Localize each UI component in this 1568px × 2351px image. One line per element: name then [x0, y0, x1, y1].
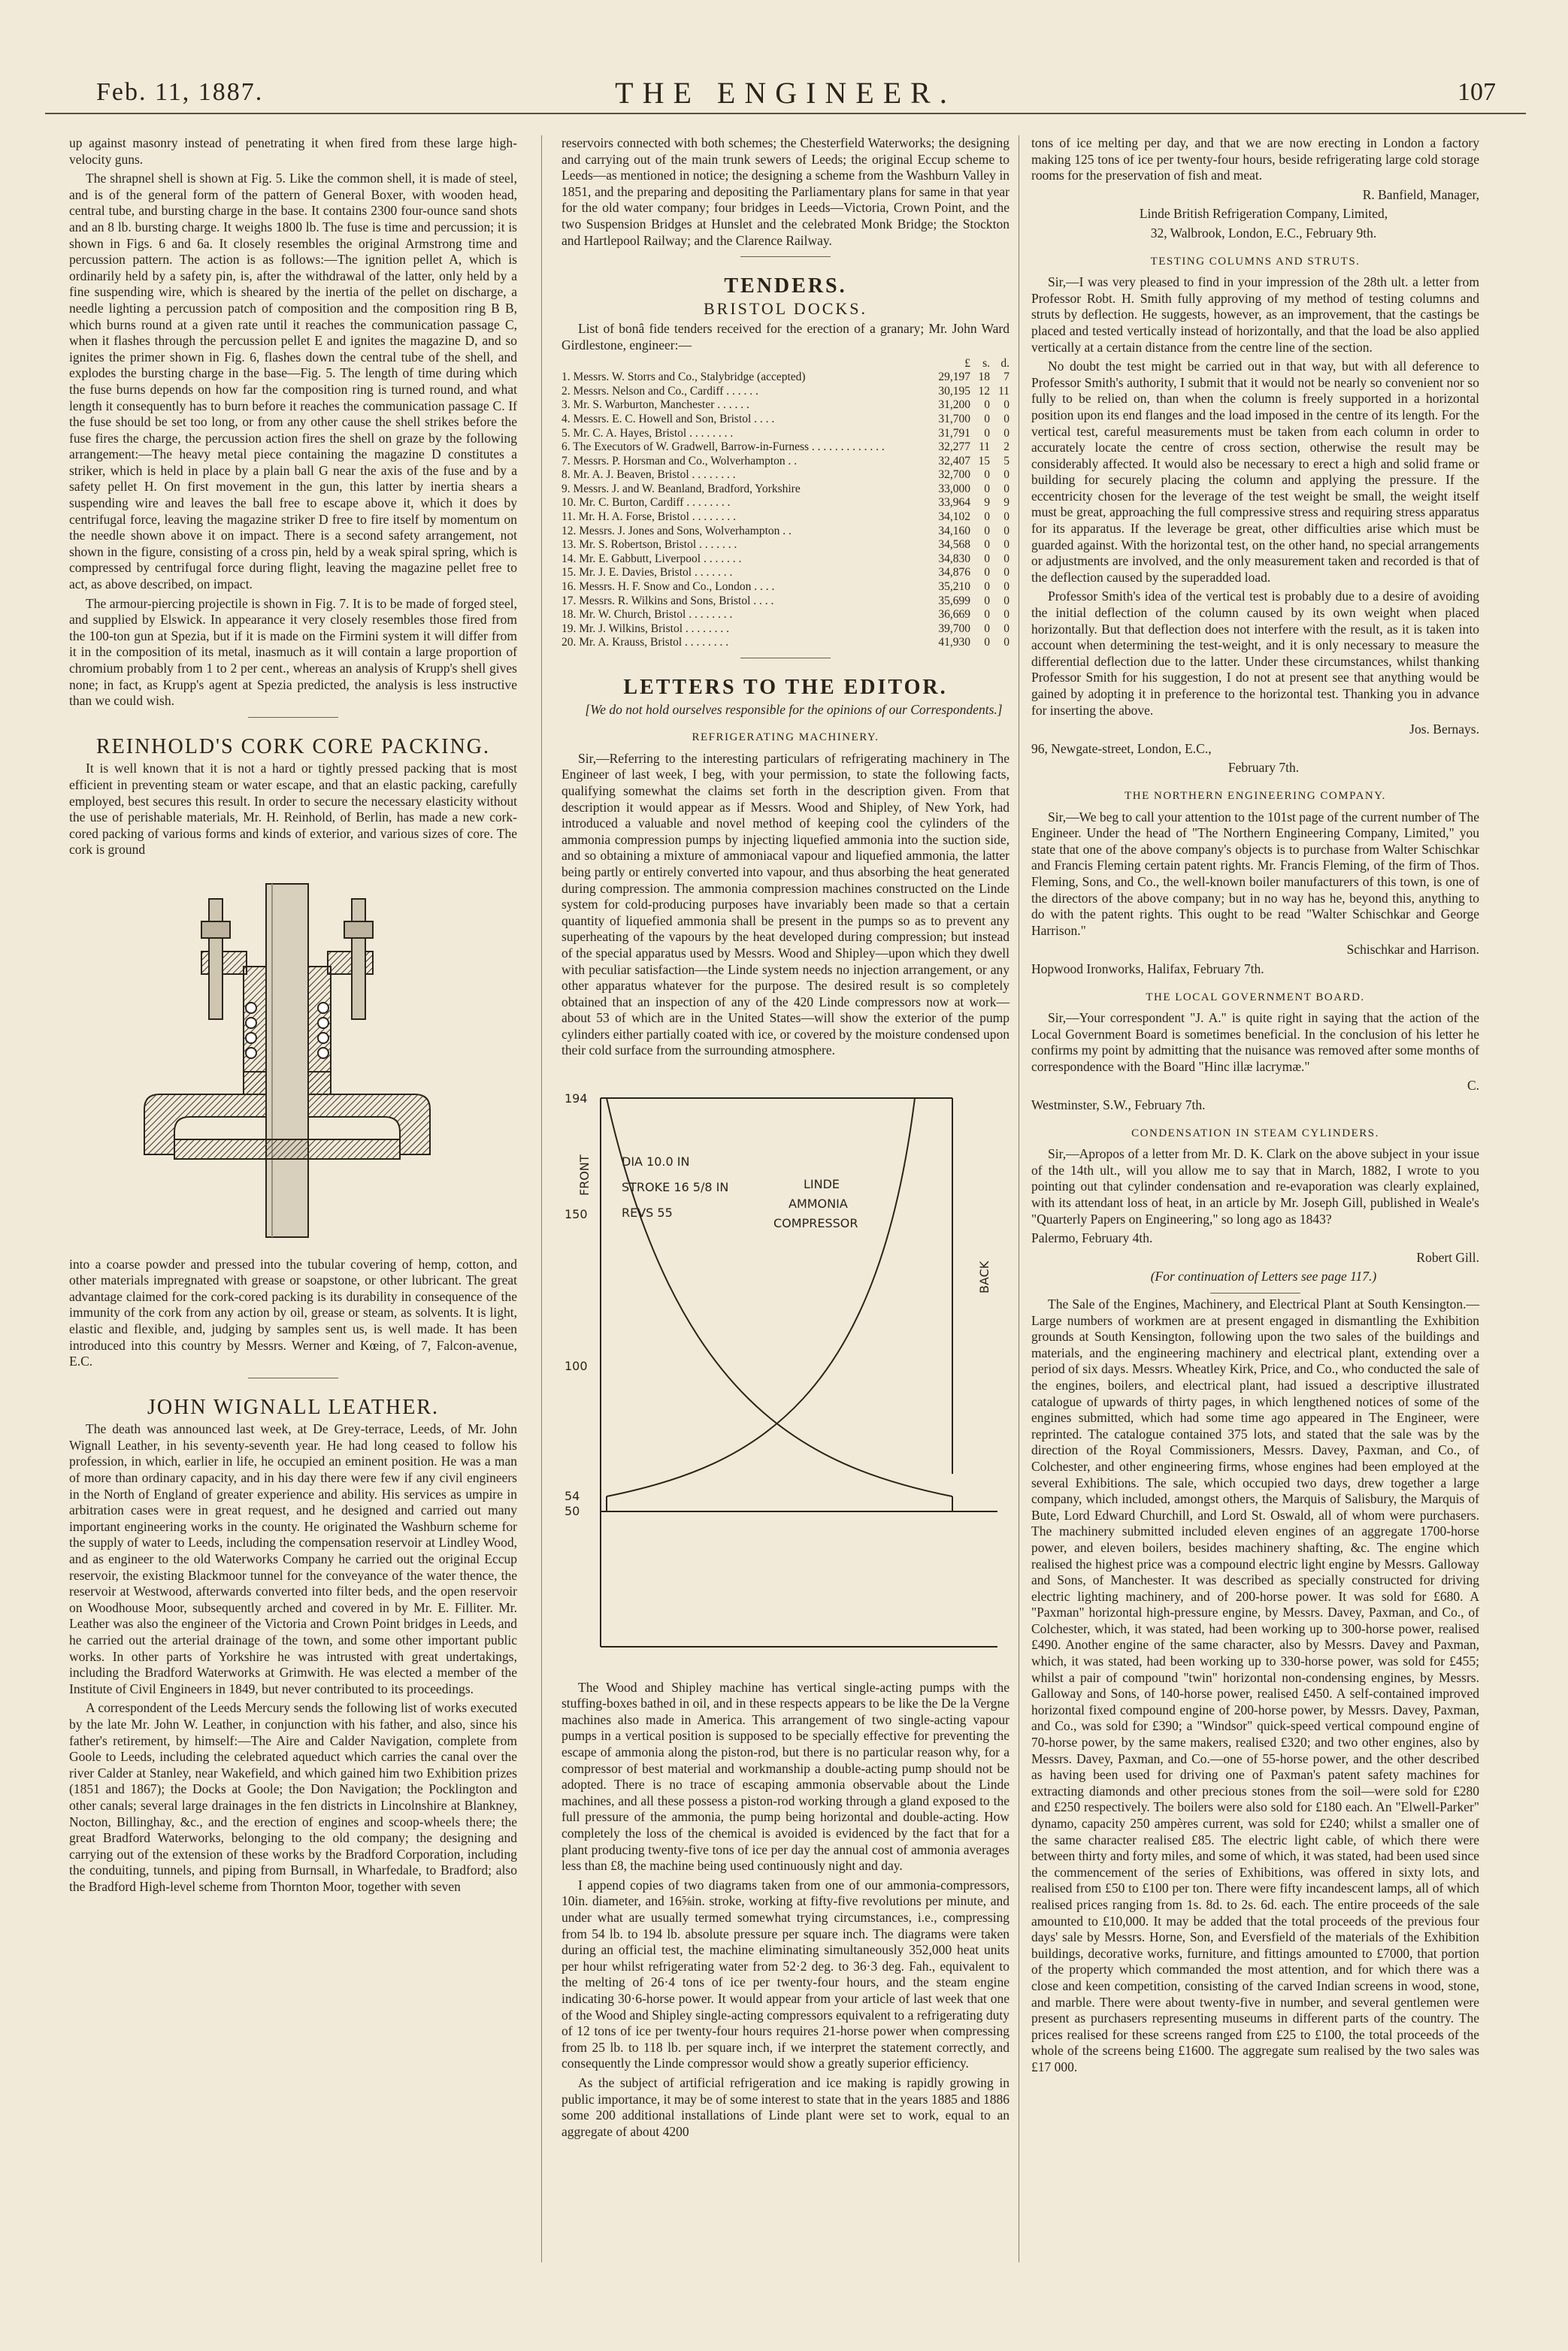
table-row [562, 468, 1010, 483]
amount-cell: 0 [984, 566, 990, 579]
paragraph: Professor Smith's idea of the vertical test is probably due to a desire of avoiding the initial deflection of the column caused by its own weight when placed horizontally. But that deflection does not interfere with the result, as it is taken into account when determining the test-weight, and it is only necessary to measure the differential deflection due to the latter. Under these circumstances, whilst thanking Professor Smith for his suggestion, I do not at present see that anything would be gained by adopting it in preference to the horizontal test. Thanking you in advance for inserting the above. [1031, 589, 1479, 718]
tenderer-name: 14. Mr. E. Gabbutt, Liverpool . . . . . . . [562, 552, 742, 565]
amount-cell: 32,700 [938, 468, 970, 482]
table-row [562, 385, 1010, 399]
signature: R. Banfield, Manager, [1362, 186, 1479, 202]
tenderer-name: 9. Messrs. J. and W. Beanland, Bradford, Yorkshire [562, 482, 801, 495]
table-row [562, 538, 1010, 552]
letter-heading: CONDENSATION IN STEAM CYLINDERS. [1131, 1127, 1379, 1139]
table-row [562, 496, 1010, 510]
paragraph: The death was announced last week, at De Grey-terrace, Leeds, of Mr. John Wignall Leather, in his seventy-seventh year. He had long ceased to follow his profession, in which, earlier in life, he occupied an eminent position. He was a man of more than ordinary capacity, and in his day there were few if any civil engineers in the North of England of greater experience and ability. His services as umpire in arbitration cases were in great request, and he designed and carried out many important engineering works in the county. He originated the Washburn scheme for the supply of water to Leeds, including the compensation reservoir at Lindley Wood, and as engineer to the old Waterworks Company he carried out the original Eccup reservoir, the existing Blackmoor tunnel for the conveyance of the water thence, the reservoir at Westwood, afterwards converted into filter beds, and the open reservoir on Woodhouse Moor, subsequently arched and covered in by Mr. E. Filliter. Mr. Leather was also the engineer of the Victoria and Crown Point bridges in Leeds, and he carried out the arterial drainage of the town, and some other important public works. In other parts of Yorkshire he was intrusted with great undertakings, including the Bradford Waterworks at Grimwith. He was elected a member of the Institute of Civil Engineers in 1849, but never contributed to its proceedings. [69, 1421, 517, 1696]
paragraph: List of bonâ fide tenders received for the erection of a granary; Mr. John Ward Girdlestone, engineer:— [562, 321, 1010, 352]
diameter-label: DIA 10.0 IN [622, 1154, 690, 1169]
amount-cell: 31,700 [938, 412, 970, 425]
tenderer-name: 18. Mr. W. Church, Bristol . . . . . . . . [562, 608, 733, 622]
tenderer-name: 10. Mr. C. Burton, Cardiff . . . . . . . . [562, 496, 731, 510]
table-row [562, 566, 1010, 580]
table-row [562, 622, 1010, 637]
letter-heading: THE LOCAL GOVERNMENT BOARD. [1146, 991, 1365, 1003]
amount-cell: 0 [1003, 398, 1010, 412]
page-number: 107 [1458, 78, 1496, 106]
letter-heading: REFRIGERATING MACHINERY. [692, 731, 879, 744]
y-tick-label: 194 [565, 1091, 588, 1106]
table-row [562, 525, 1010, 539]
signature-line: Linde British Refrigeration Company, Limited, [1139, 206, 1388, 222]
signature-line: 96, Newgate-street, London, E.C., [1031, 740, 1212, 756]
ammonia-label: AMMONIA [789, 1197, 848, 1212]
amount-cell: 15 [978, 454, 990, 467]
amount-cell: 11 [998, 384, 1010, 398]
tenderer-name: 13. Mr. S. Robertson, Bristol . . . . . . . [562, 538, 737, 552]
amount-cell: 0 [1003, 608, 1010, 622]
indicator-diagram [562, 1076, 1010, 1666]
paragraph: As the subject of artificial refrigeration and ice making is rapidly growing in public importance, it may be of some interest to state that in the years 1885 and 1886 some 200 additional installations of Linde plant were set to work, equal to an aggregate of about 4200 [562, 2074, 1010, 2139]
amount-cell: 36,669 [938, 608, 970, 622]
amount-cell: 41,930 [938, 636, 970, 649]
amount-cell: 0 [1003, 552, 1010, 565]
tenderer-name: 6. The Executors of W. Gradwell, Barrow-in-Furness . . . . . . . . . . . . . [562, 440, 885, 454]
table-row [562, 371, 1010, 385]
amount-cell: 0 [1003, 538, 1010, 552]
amount-cell: 0 [984, 608, 990, 622]
amount-cell: 35,210 [938, 580, 970, 594]
amount-cell: 29,197 [938, 371, 970, 384]
issue-date: Feb. 11, 1887. [96, 78, 264, 106]
signature: C. [1467, 1078, 1479, 1094]
column-header: s. [982, 356, 990, 370]
front-label: FRONT [577, 1154, 592, 1197]
amount-cell: 31,791 [938, 426, 970, 440]
signature-line: Hopwood Ironworks, Halifax, February 7th. [1031, 961, 1264, 976]
signature: Jos. Bernays. [1409, 722, 1479, 737]
amount-cell: 34,102 [938, 510, 970, 524]
tenderer-name: 7. Messrs. P. Horsman and Co., Wolverhampton . . [562, 454, 798, 467]
paragraph: Sir,—Your correspondent "J. A." is quite right in saying that the action of the Local Government Board is sometimes beneficial. In the conclusion of his letter he confirms my point by admitting that the nuisance was removed after some months of correspondence with the Board "Hinc illæ lacrymæ." [1031, 1010, 1479, 1074]
paragraph: The armour-piercing projectile is shown in Fig. 7. It is to be made of forged steel, and supplied by Elswick. In appearance it very closely resembles those fired from the 100-ton gun at Spezia, but if it is made on the Firmini system it will differ from it in the composition of its metal, inasmuch as it will contain a large proportion of chromium probably from 1 to 2 per cent., whereas an analysis of Krupp's shell gives none; in fact, as Krupp's agent at Spezia predicted, the analysis is less instructive than we could wish. [69, 595, 517, 709]
revs-label: REVS 55 [622, 1206, 673, 1221]
amount-cell: 5 [1003, 454, 1010, 467]
back-label: BACK [977, 1260, 991, 1294]
amount-cell: 0 [984, 468, 990, 482]
amount-cell: 0 [1003, 510, 1010, 524]
table-row [562, 636, 1010, 650]
paragraph: up against masonry instead of penetrating it when fired from these large high-velocity guns. [69, 135, 517, 167]
column-right [1031, 135, 1479, 2079]
paragraph: A correspondent of the Leeds Mercury sends the following list of works executed by the late Mr. John W. Leather, in conjunction with his father, and also, since his father's retirement, by himself:—The Aire and Calder Navigation, complete from Goole to Leeds, including the celebrated aqueduct which carries the canal over the river Calder at Stanley, near Wakefield, and which gained him two Exhibition prizes (1851 and 1867); the Docks at Goole; the Don Navigation; the Pocklington and other canals; several large drainages in the fen districts in Lincolnshire at Blankney, Nocton, Billinghay, &c., and the erection of engines and scoop-wheels there; the great Bradford Waterworks, belonging to the old company; the designing and carrying out of the extension of these works by the Bradford Corporation, including the conduiting, tunnels, and piping from Burnsall, in Wharfedale, to Bradford; also the Bradford High-level scheme from Thornton Moor, together with seven [69, 1700, 517, 1894]
tenderer-name: 19. Mr. J. Wilkins, Bristol . . . . . . . . [562, 622, 730, 635]
y-tick-label: 54 [565, 1489, 580, 1504]
y-tick-label: 50 [565, 1504, 580, 1519]
amount-cell: 0 [984, 426, 990, 440]
table-row [562, 427, 1010, 441]
amount-cell: 0 [1003, 426, 1010, 440]
signature: Schischkar and Harrison. [1346, 942, 1479, 958]
amount-cell: 12 [978, 384, 990, 398]
amount-cell: 0 [984, 482, 990, 495]
section-rule [1210, 1293, 1300, 1294]
cork-packing-figure [69, 869, 517, 1249]
linde-label: LINDE [804, 1177, 840, 1192]
table-row [562, 413, 1010, 427]
amount-cell: 0 [984, 636, 990, 649]
tenders-table-body [562, 371, 1010, 650]
gland-illustration [69, 869, 517, 1245]
amount-cell: 30,195 [938, 384, 970, 398]
amount-cell: 0 [1003, 482, 1010, 495]
tenderer-name: 17. Messrs. R. Wilkins and Sons, Bristol . . . . [562, 594, 774, 607]
amount-cell: 9 [984, 496, 990, 510]
continuation-note: (For continuation of Letters see page 117.) [1150, 1269, 1377, 1284]
amount-cell: 0 [984, 412, 990, 425]
column-header: d. [1000, 356, 1010, 370]
tenderer-name: 11. Mr. H. A. Forse, Bristol . . . . . . . . [562, 510, 736, 524]
amount-cell: 32,277 [938, 440, 970, 454]
amount-cell: 0 [984, 594, 990, 607]
amount-cell: 33,964 [938, 496, 970, 510]
table-row [562, 580, 1010, 595]
amount-cell: 0 [1003, 594, 1010, 607]
paragraph: It is well known that it is not a hard or tightly pressed packing that is most efficient in preventing steam or water escape, and that an elastic packing, carefully employed, best secures this result. In order to secure the necessary elasticity without the use of perishable materials, Mr. H. Reinhold, of Berlin, has made a new cork-cored packing of various forms and kinds of exterior, and various sizes of core. The cork is ground [69, 761, 517, 858]
table-row [562, 595, 1010, 609]
amount-cell: 0 [1003, 412, 1010, 425]
column-left [69, 135, 517, 1899]
section-heading: TENDERS. [724, 274, 847, 298]
y-tick-label: 100 [565, 1359, 588, 1374]
amount-cell: 34,876 [938, 566, 970, 579]
signature-line: Westminster, S.W., February 7th. [1031, 1097, 1206, 1113]
amount-cell: 0 [1003, 580, 1010, 594]
amount-cell: 0 [984, 398, 990, 412]
amount-cell: 0 [984, 538, 990, 552]
tenderer-name: 16. Messrs. H. F. Snow and Co., London . . . . [562, 580, 775, 594]
table-row [562, 440, 1010, 455]
compressor-label: COMPRESSOR [773, 1216, 858, 1231]
y-tick-label: 150 [565, 1207, 588, 1222]
amount-cell: 0 [1003, 468, 1010, 482]
compressor-diagram [562, 1076, 1010, 1662]
letter-heading: TESTING COLUMNS AND STRUTS. [1150, 255, 1361, 268]
amount-cell: 33,000 [938, 482, 970, 495]
paragraph: Sir,—Apropos of a letter from Mr. D. K. Clark on the above subject in your issue of the 14th ult., will you allow me to say that in March, 1882, I wrote to you pointing out that cylinder condensation and re-evaporation was clearly explained, with its attendant loss of heat, in an article by Mr. Joseph Gill, published in Weale's "Quarterly Papers on Engineering," so long ago as 1843? [1031, 1146, 1479, 1227]
amount-cell: 18 [978, 371, 990, 384]
amount-cell: 35,699 [938, 594, 970, 607]
tenderer-name: 15. Mr. J. E. Davies, Bristol . . . . . . . [562, 566, 733, 579]
stroke-label: STROKE 16 5/8 IN [622, 1180, 729, 1195]
tenderer-name: 20. Mr. A. Krauss, Bristol . . . . . . . . [562, 636, 729, 649]
section-heading: REINHOLD'S CORK CORE PACKING. [95, 734, 491, 758]
amount-cell: 7 [1003, 371, 1010, 384]
section-heading: LETTERS TO THE EDITOR. [623, 676, 948, 699]
column-middle [562, 135, 1010, 2143]
section-rule [740, 256, 831, 257]
amount-cell: 34,160 [938, 524, 970, 537]
paragraph: Sir,—I was very pleased to find in your impression of the 28th ult. a letter from Professor Robt. H. Smith fully approving of my method of testing columns and struts by deflection. He suggests, however, as an improvement, that the castings be placed and tested vertically instead of horizontally, and that the load be also applied vertically at a certain distance from the centre line of the section. [1031, 274, 1479, 355]
table-row [562, 483, 1010, 497]
tenderer-name: 3. Mr. S. Warburton, Manchester . . . . . . [562, 398, 749, 412]
amount-cell: 34,830 [938, 552, 970, 565]
tenderer-name: 4. Messrs. E. C. Howell and Son, Bristol . . . . [562, 412, 775, 425]
table-row [562, 455, 1010, 469]
tenderer-name: 5. Mr. C. A. Hayes, Bristol . . . . . . . . [562, 426, 734, 440]
table-row [562, 398, 1010, 413]
paragraph: The shrapnel shell is shown at Fig. 5. Like the common shell, it is made of steel, and is of the general form of the pattern of General Boxer, with wooden head, central tube, and bursting charge in the base. It contains 2300 four-ounce sand shots and an 8 lb. bursting charge. It weighs 1800 lb. The fuse is time and percussion; it is shown in Figs. 6 and 6a. It closely resembles the original Armstrong time and percussion pattern. The action is as follows:—The ignition pellet A, which is ordinarily held by a safety pin, is, after the withdrawal of the latter, only held by a fine suspending wire, which is sheared by the inertia of the pellet on discharge, a needle lighting a percussion patch of composition and the composition ring B B, which burns round at a given rate until it reaches the communication passage C, when it flashes through the percussion pellet E and ignites the magazine D, and so ignites the primer shown in Fig. 6, flashes down the central tube of the shell, and explodes the bursting charge in the base—Fig. 5. The length of time during which the fuse burns depends on how far the composition ring is turned round, and what length it consequently has to burn before it reaches the communication passage C. If the fuse should be set too long, or from any other cause the shell strikes before the fuse fires the charge, the percussion action fires the shell on graze by the following arrangement:—The heavy metal piece containing the magazine D constitutes a striker, which is held in place by a plain ball G near the axis of the fuse and by a safety pellet H. On first movement in the gun, this latter by inertia shears a suspending wire and leaves the ball free to escape above it, which it does by centrifugal force, leaving the magazine striker D free to fire itself by momentum on the needle shown above it on impact. There is a second safety arrangement, not shown in the figure, consisting of a cross pin, held by a weak spiral spring, which is compressed by centrifugal force during flight, leaving the magazine pellet free to act, as above described, on impact. [69, 171, 517, 592]
signature-line: 32, Walbrook, London, E.C., February 9th. [1150, 225, 1377, 241]
paragraph: reservoirs connected with both schemes; the Chesterfield Waterworks; the designing and carrying out of the main trunk sewers of Leeds; the original Eccup scheme to Leeds—as mentioned in notice; the designing a scheme from the Washburn Valley in 1851, and the preparing and depositing the Parliamentary plans for same in that year for the old water company; four bridges in Leeds—Victoria, Crown Point, and the two Suspension Bridges at Hunslet and the celebrated Monk Bridge; the Stockton and Hartlepool Railway; and the Clarence Railway. [562, 135, 1010, 248]
paragraph: Sir,—We beg to call your attention to the 101st page of the current number of The Engineer. Under the head of "The Northern Engineering Company, Limited," you state that one of the above company's objects is to purchase from Walter Schischkar and Francis Fleming certain patent rights. Mr. Francis Fleming, of the firm of Thos. Fleming, Sons, and Co., the well-known boiler manufacturers of this town, is one of the directors of the above company; but in no way has he, beyond this, anything to do with the patent rights. This ought to be read "Walter Schischkar and George Harrison." [1031, 809, 1479, 938]
tenderer-name: 12. Messrs. J. Jones and Sons, Wolverhampton . . [562, 524, 792, 537]
tenderer-name: 2. Messrs. Nelson and Co., Cardiff . . . . . . [562, 384, 758, 398]
tenders-table [562, 357, 1010, 650]
amount-cell: 34,568 [938, 538, 970, 552]
amount-cell: 32,407 [938, 454, 970, 467]
signature-line: February 7th. [1227, 760, 1300, 776]
table-header-row [562, 357, 1010, 371]
editorial-disclaimer: [We do not hold ourselves responsible for the opinions of our Correspondents.] [585, 701, 1003, 717]
amount-cell: 2 [1003, 440, 1010, 454]
journal-title: THE ENGINEER. [615, 76, 956, 110]
signature: Robert Gill. [1416, 1249, 1479, 1265]
paragraph: tons of ice melting per day, and that we are now erecting in London a factory making 125 tons of ice per twenty-four hours, beside refrigerating large cold storage rooms for the preservation of fish and meat. [1031, 135, 1479, 183]
subheading: BRISTOL DOCKS. [703, 298, 868, 318]
tenderer-name: 8. Mr. A. J. Beaven, Bristol . . . . . . . . [562, 468, 736, 482]
amount-cell: 0 [1003, 566, 1010, 579]
paragraph: I append copies of two diagrams taken from one of our ammonia-compressors, 10in. diameter, and 16⅝in. stroke, working at fifty-five revolutions per minute, and under what are usually termed somewhat trying circumstances, i.e., compressing from 54 lb. to 194 lb. absolute pressure per square inch. The diagrams were taken during an official test, the machine eliminating simultaneously 352,000 heat units per hour whilst refrigerating water from 52·2 deg. to 36·3 deg. Fah., equivalent to the melting of 26·4 tons of ice per twenty-four hours, and the steam engine indicating 30·6-horse power. It would appear from your article of last week that one of the Wood and Shipley single-acting compressors equivalent to a refrigerating duty of 12 tons of ice per twenty-four hours requires 21-horse power when compressing from 25 lb. to 118 lb. per square inch, if we interpret the statement correctly, and consequently the Linde compressor would show a greatly superior efficiency. [562, 1877, 1010, 2071]
page-header [45, 75, 1526, 114]
signature-line: Palermo, February 4th. [1031, 1230, 1153, 1246]
amount-cell: 0 [984, 552, 990, 565]
amount-cell: 0 [984, 524, 990, 537]
column-rule [541, 135, 542, 2262]
amount-cell: 0 [1003, 524, 1010, 537]
paragraph: into a coarse powder and pressed into the tubular covering of hemp, cotton, and other materials impregnated with grease or soapstone, or other lubricant. The great advantage claimed for the cork-cored packing is its durability in consequence of the immunity of the cork from any action by oil, grease or steam, as solvents. It is light, elastic and flexible, and, judging by samples sent us, is well made. It has been introduced into this country by Messrs. Werner and Kœing, of 7, Falcon-avenue, E.C. [69, 1256, 517, 1369]
amount-cell: 39,700 [938, 622, 970, 635]
amount-cell: 31,200 [938, 398, 970, 412]
amount-cell: 0 [1003, 636, 1010, 649]
amount-cell: 0 [984, 510, 990, 524]
tenderer-name: 1. Messrs. W. Storrs and Co., Stalybridge (accepted) [562, 371, 806, 384]
amount-cell: 0 [984, 622, 990, 635]
paragraph: No doubt the test might be carried out in that way, but with all deference to Professor Smith's authority, I submit that it would not be nearly so convenient nor so fully to be relied on, than when the column is freely supported in a horizontal position upon its end flanges and the load imposed in the centre of its length. For the vertical test, careful measurements must be taken from each column in order to accurately locate the centre of cross section, otherwise the result may be considerably affected. It would also be necessary to erect a high and solid frame or building for securely placing the column and applying the pressure. If the eccentricity chosen for the leverage of the test weight be small, the weight itself must be great, approaching the full compressive stress and requiring stress apparatus for its apparatus. If the leverage be great, other difficulties arise which must be guarded against. With the horizontal test, on the other hand, no special arrangements or adjustments are involved, and the only measurement taken and recorded is that of the deflection caused by the superadded load. [1031, 359, 1479, 585]
amount-cell: 0 [984, 580, 990, 594]
paragraph: The Sale of the Engines, Machinery, and Electrical Plant at South Kensington.—Large numbers of workmen are at present engaged in dismantling the Exhibition grounds at South Kensington, following upon the two sales of the buildings and materials, and the engineering machinery and electrical plant, extending over a period of six days. Messrs. Wheatley Kirk, Price, and Co., who conducted the sale of the engines, boilers, and electrical plant, had issued a descriptive illustrated catalogue of upwards of thirty pages, in which lengthened notices of some of the engines submitted, which had some time ago appeared in The Engineer, were reprinted. The catalogue contained 375 lots, and stated that the sale was by the direction of the Royal Commissioners, Messrs. Davey, Paxman, and Co., of Colchester, and other engineering firms, whose engines had been employed at the several Exhibitions. The sale, which occupied two days, drew together a large company, which included, amongst others, the Marquis of Salisbury, the Marquis of Bute, Lord Edward Churchill, and Lord St. Oswald, all of whom were purchasers. The machinery submitted included eleven engines of an aggregate 1700-horse power, and eleven boilers, besides machinery shafting, &c. The engine which realised the highest price was a compound electric light engine by Messrs. Galloway and Sons, of Manchester. It was described as specially constructed for driving electric lighting machinery, and of 200-horse power. It was sold for £680. A "Paxman" horizontal high-pressure engine, by Messrs. Davey, Paxman, and Co., of Colchester, which, it was stated, had been working up to 300-horse power, realised £490. Another engine of the same character, also by Messrs. Davey and Paxman, which, it was stated, had been working up to 330-horse power, was sold for £455; whilst a pair of compound "twin" horizontal non-condensing engines, by Messrs. Galloway and Sons, of 140-horse power, realised £450. A self-contained improved horizontal fixed compound engine of 200-horse power, by Messrs. Davey, Paxman, and Co., was sold for £390; a "Windsor" quick-speed vertical compound engine of 70-horse power, by the same makers, realised £320; and two other engines, also by Messrs. Davey, Paxman, and Co.—one of 55-horse power, and the other described as having been used for driving one of Paxman's patent safety machines for extracting diamonds and other precious stones from the soil—were sold for £280 and £250 respectively. The boilers were also sold for £180 each. An "Elwell-Parker" dynamo, capacity 250 ampères current, was sold for £240; whilst a smaller one of the same character realised £85. The electric light cable, of which there were between thirty and forty miles, and some of which, it was stated, had been used since the commencement of the series of Exhibitions, was offered in sixty lots, and realised from £50 to £100 per ton. There were fifty incandescent lamps, all of which realised prices ranging from 1s. 8d. to 2s. 6d. each. The entire proceeds of the sale amounted to £10,000. It may be added that the total proceeds of the previous four days' sale by Messrs. Horne, Son, and Eversfield of the materials of the Exhibition buildings, decorative works, furniture, and fittings amounted to £7000, that portion of the property which commanded the most attention, and for which there was a close and keen competition, consisting of the carved Indian screens in wood, stone, and marble. There were about twenty-five in number, and several gentlemen were present as purchasers representing museums in different parts of the country. The prices realised for these screens ranged from £25 to £100, the total proceeds of the whole of the screens being £1600. The aggregate sum realised by the two sales was £17 000. [1031, 1297, 1479, 2074]
paragraph: Sir,—Referring to the interesting particulars of refrigerating machinery in The Engineer of last week, I beg, with your permission, to state the following facts, qualifying somewhat the claims set forth in the description given. From that description it would appear as if Messrs. Wood and Shipley, of New York, had introduced a valuable and novel method of keeping cool the cylinders of the ammonia compression pumps by injecting liquefied ammonia into the suction side, and so obtaining a mixture of ammoniacal vapour and liquefied ammonia, the latter being partly or entirely converted into vapour, and thus absorbing the heat generated during compression. The ammonia compression machines constructed on the Linde system for cold-producing purposes have invariably been made so that a certain quantity of liquefied ammonia shall be present in the pumps so as to prevent any superheating of the vapours by the heat developed during compression; but instead of the special apparatus used by Messrs. Wood and Shipley—upon which they dwell with peculiar satisfaction—the Linde system needs no injection arrangement, or any other apparatus whatever for the purpose. The desired result is so completely obtained that an inspection of any of the 420 Linde compressors now at work—about 53 of which are in the United States—will show the exterior of the pump cylinders either partially coated with ice, or covered by the moisture condensed upon their cold surface from the surrounding atmosphere. [562, 750, 1010, 1058]
table-row [562, 552, 1010, 567]
suction-stroke [607, 1496, 952, 1511]
section-rule [248, 717, 338, 718]
column-header: £ [964, 356, 970, 370]
paragraph: The Wood and Shipley machine has vertical single-acting pumps with the stuffing-boxes bathed in oil, and in these respects appears to be like the De la Vergne machines also made in America. This arrangement of two single-acting vapour pumps in a vertical position is supposed to be specially effective for preventing the escape of ammonia along the piston-rod, but there is no particular reason why, for a compressor of best material and workmanship a double-acting pump should not be adopted. There is no trace of escaping ammonia observable about the Linde machines, and all these possess a piston-rod working through a gland exposed to the full pressure of the ammonia, the pump being horizontal and double-acting. How completely the loss of the chemical is avoided is evidenced by the fact that for a plant producing twenty-five tons of ice per day the annual cost of ammonia averages less than £8, the machine being used continuously night and day. [562, 1679, 1010, 1874]
table-row [562, 510, 1010, 525]
section-heading: JOHN WIGNALL LEATHER. [147, 1395, 440, 1419]
amount-cell: 0 [1003, 622, 1010, 635]
letter-heading: THE NORTHERN ENGINEERING COMPANY. [1125, 789, 1386, 802]
amount-cell: 9 [1003, 496, 1010, 510]
table-row [562, 608, 1010, 622]
amount-cell: 11 [979, 440, 990, 454]
